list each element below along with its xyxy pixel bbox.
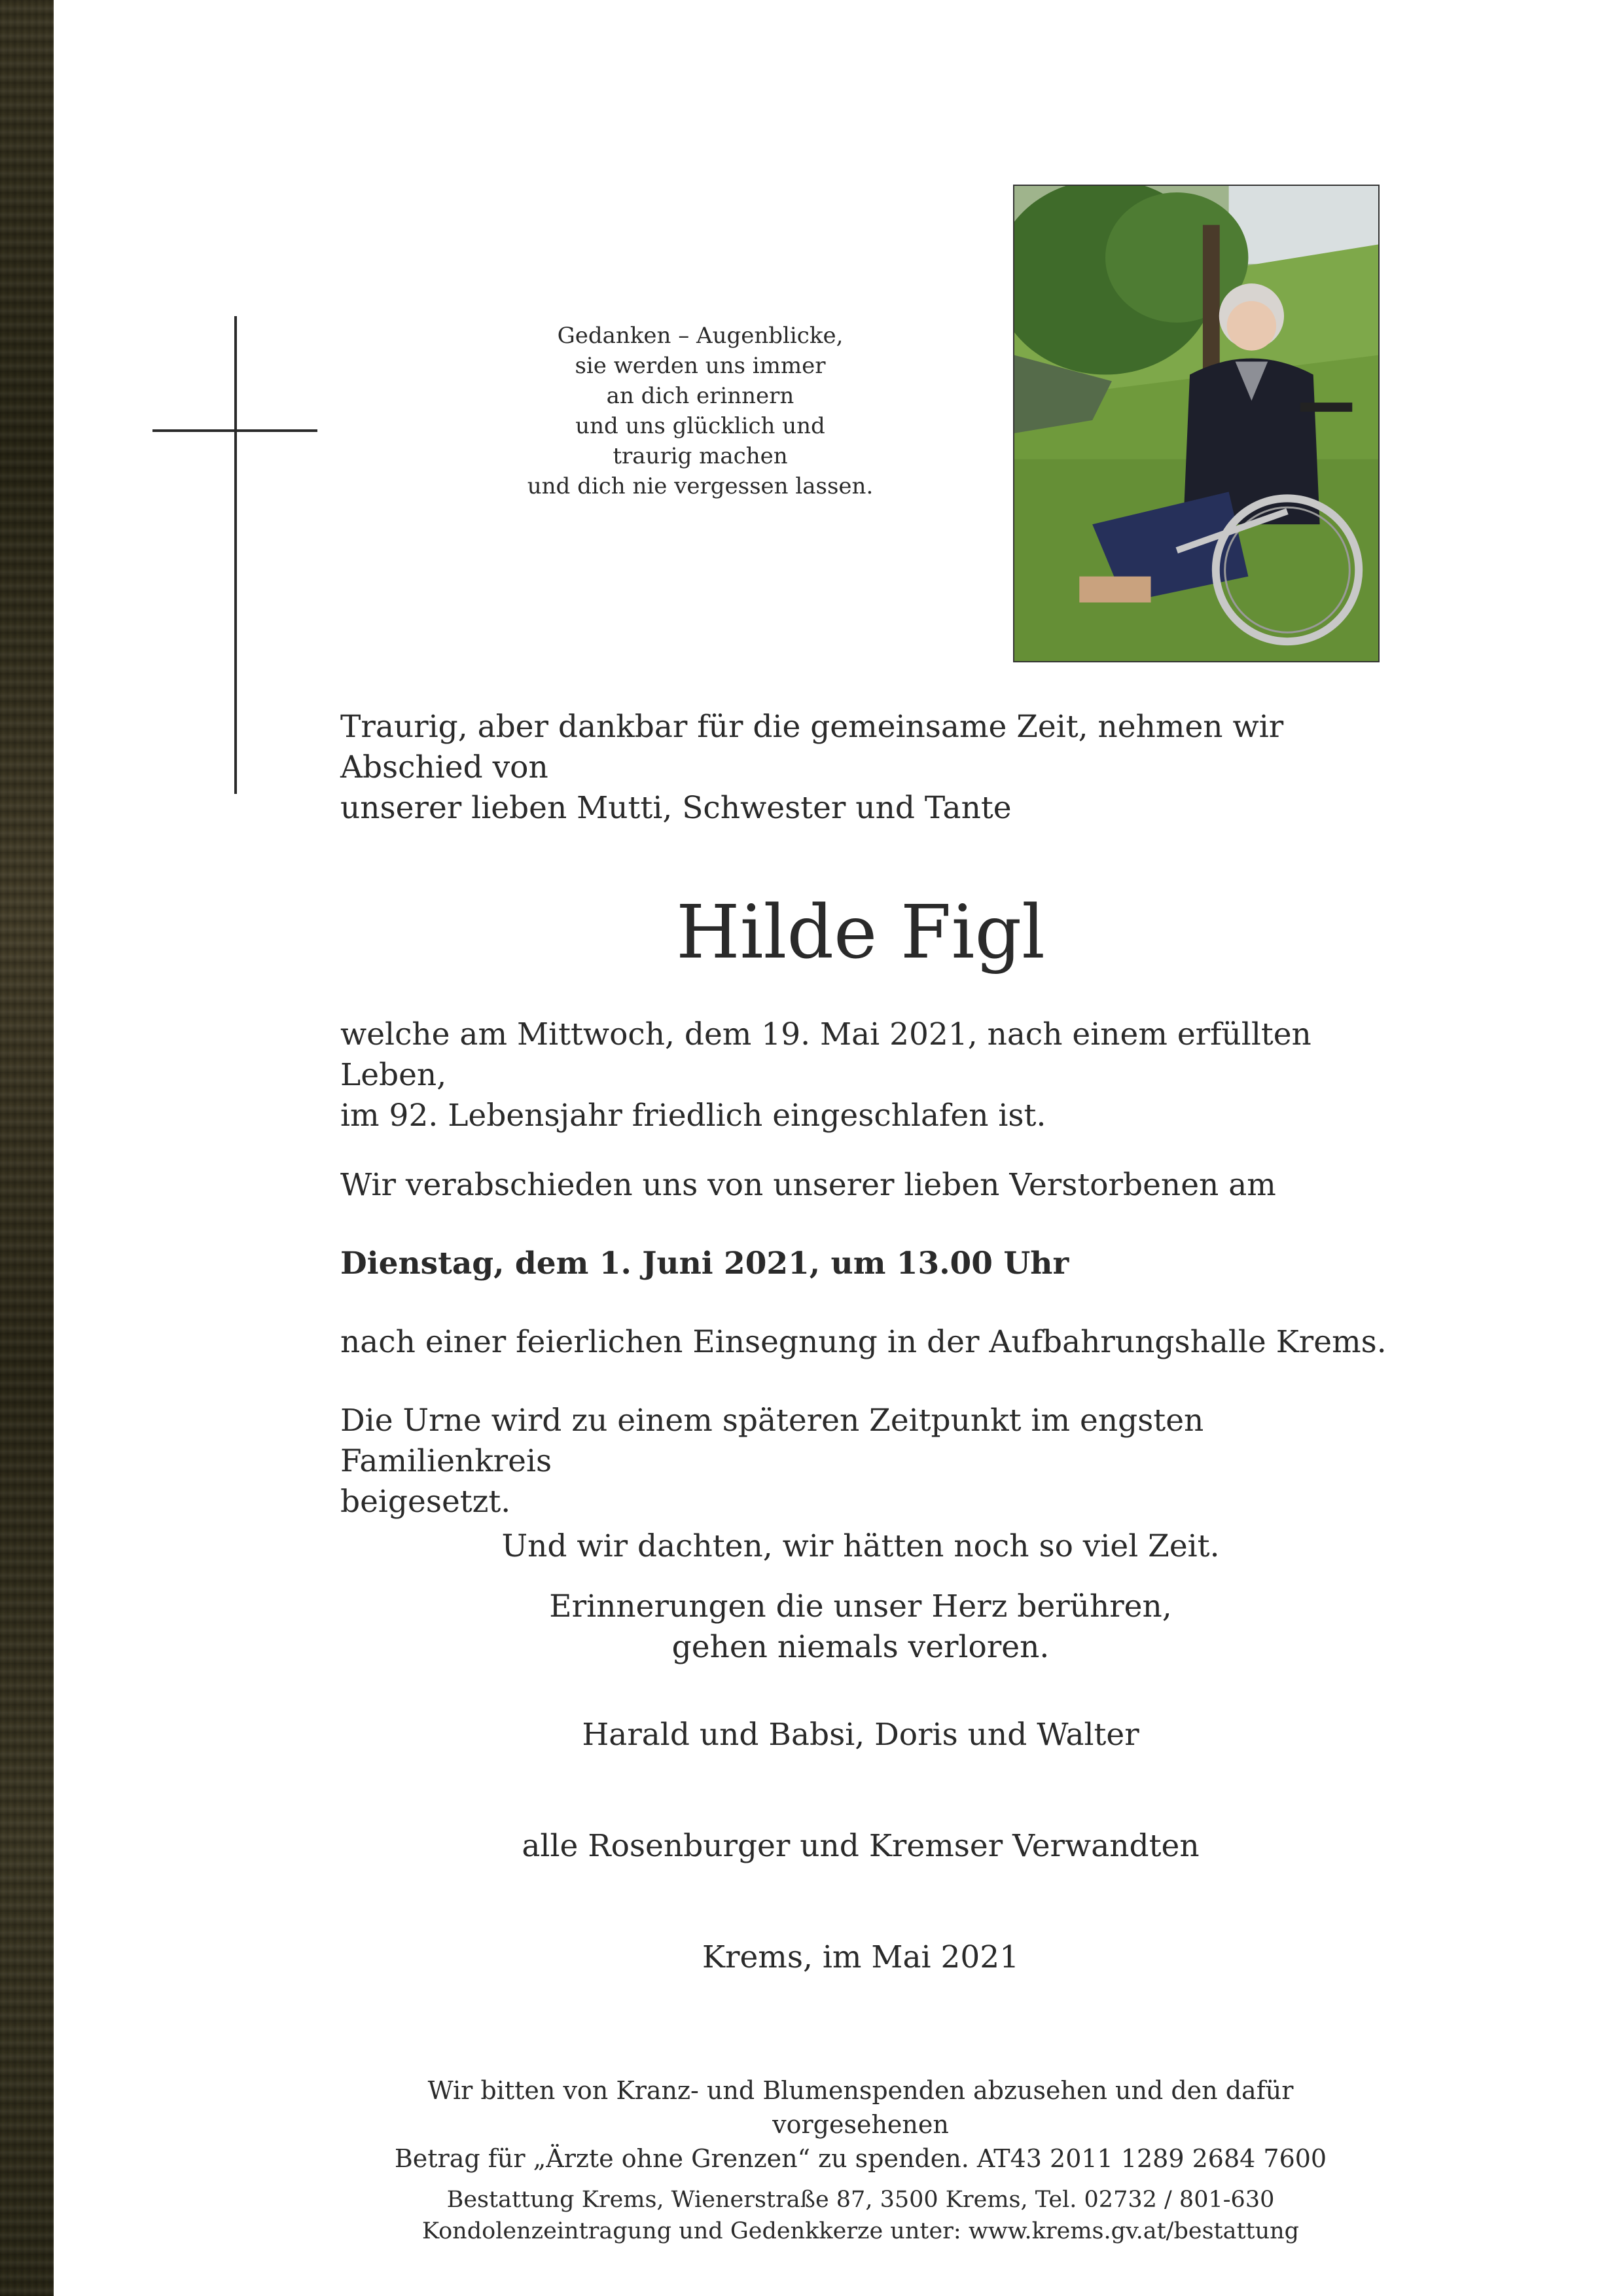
poem	[497, 321, 903, 501]
urn-text	[340, 1401, 1387, 1522]
passing-line: im 92. Lebensjahr friedlich eingeschlafen ist.	[340, 1098, 1046, 1134]
poem-line: an dich erinnern	[606, 383, 794, 409]
relatives: alle Rosenburger und Kremser Verwandten	[522, 1828, 1200, 1864]
donation-note	[340, 2073, 1381, 2176]
passing-text	[340, 1014, 1387, 1136]
place-date: Krems, im Mai 2021	[702, 1939, 1020, 1975]
poem-line: und uns glücklich und	[575, 413, 825, 439]
urn-line: beigesetzt.	[340, 1484, 511, 1520]
poem-line: sie werden uns immer	[575, 353, 826, 379]
cross-horizontal-bar	[152, 429, 317, 432]
farewell-text: Wir verabschieden uns von unserer lieben Verstorbenen am	[340, 1167, 1276, 1203]
quote-line: Erinnerungen die unser Herz berühren,	[549, 1588, 1172, 1624]
funeral-date-time: Dienstag, dem 1. Juni 2021, um 13.00 Uhr	[340, 1246, 1069, 1282]
intro-text	[340, 707, 1400, 829]
donation-line: Wir bitten von Kranz- und Blumenspenden abzusehen und den dafür vorgesehenen	[427, 2076, 1294, 2139]
intro-line: unserer lieben Mutti, Schwester und Tante	[340, 790, 1012, 826]
ceremony-text: nach einer feierlichen Einsegnung in der Aufbahrungshalle Krems.	[340, 1324, 1387, 1360]
scan-edge	[0, 0, 54, 2296]
quote-time: Und wir dachten, wir hätten noch so viel Zeit.	[501, 1528, 1220, 1564]
family-names: Harald und Babsi, Doris und Walter	[582, 1717, 1139, 1753]
deceased-name: Hilde Figl	[676, 890, 1045, 975]
undertaker-line: Kondolenzeintragung und Gedenkkerze unter: www.krems.gv.at/bestattung	[421, 2218, 1300, 2244]
undertaker-line: Bestattung Krems, Wienerstraße 87, 3500 Krems, Tel. 02732 / 801-630	[446, 2187, 1275, 2213]
cross-vertical-bar	[234, 316, 237, 794]
poem-line: und dich nie vergessen lassen.	[527, 473, 874, 499]
passing-line: welche am Mittwoch, dem 19. Mai 2021, nach einem erfüllten Leben,	[340, 1016, 1311, 1093]
quote-line: gehen niemals verloren.	[671, 1629, 1050, 1665]
portrait-photo-illustration	[1014, 186, 1378, 661]
poem-line: Gedanken – Augenblicke,	[557, 323, 844, 349]
donation-line: Betrag für „Ärzte ohne Grenzen“ zu spenden. AT43 2011 1289 2684 7600	[394, 2144, 1327, 2173]
undertaker-info	[340, 2184, 1381, 2247]
intro-line: Traurig, aber dankbar für die gemeinsame Zeit, nehmen wir Abschied von	[340, 709, 1284, 785]
portrait-photo	[1013, 185, 1380, 662]
urn-line: Die Urne wird zu einem späteren Zeitpunkt im engsten Familienkreis	[340, 1403, 1204, 1479]
poem-line: traurig machen	[613, 443, 788, 469]
quote-memories	[340, 1587, 1381, 1668]
